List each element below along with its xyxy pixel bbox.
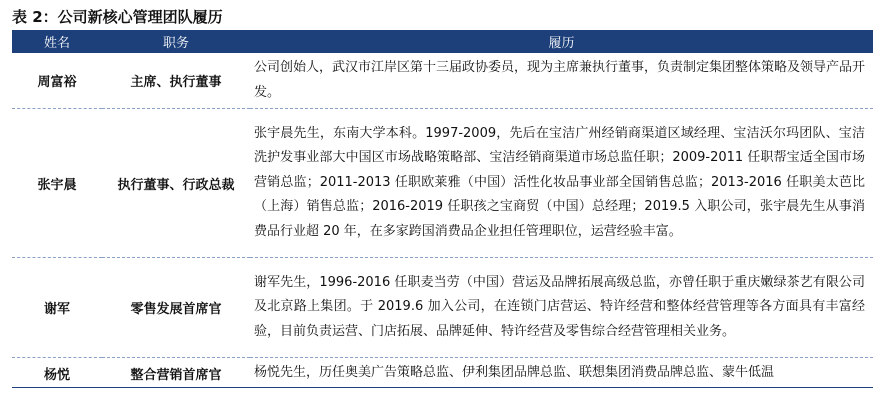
header-resume: 履历 (250, 30, 873, 53)
header-position: 职务 (102, 30, 250, 53)
person-position: 执行董事、行政总裁 (102, 109, 250, 258)
header-name: 姓名 (12, 30, 102, 53)
person-name: 周富裕 (12, 53, 102, 109)
table-row (12, 358, 873, 389)
person-position: 主席、执行董事 (102, 53, 250, 109)
table-row (12, 53, 873, 109)
table-row (12, 258, 873, 358)
person-position: 整合营销首席官 (102, 358, 250, 389)
table-row (12, 109, 873, 258)
table-bottom-border (12, 387, 873, 388)
person-name: 谢军 (12, 258, 102, 358)
table-title: 表 2：公司新核心管理团队履历 (12, 8, 223, 26)
management-table (12, 30, 873, 389)
person-resume: 公司创始人，武汉市江岸区第十三届政协委员，现为主席兼执行董事，负责制定集团整体策略及领导产品开发。 (250, 53, 873, 109)
person-resume: 张宇晨先生，东南大学本科。1997-2009，先后在宝洁广州经销商渠道区域经理、宝洁沃尔玛团队、宝洁洗护发事业部大中国区市场战略策略部、宝洁经销商渠道市场总监任职；2009-2011 任职帮宝适全国市场营销总监；2011-2013 任职欧莱雅（中国）活性化妆品事业部全国销售总监；2013-2016 任职美太芭比（上海）销售总监；2016-2019 任职孩之宝商贸（中国）总经理；2019.5 入职公司，张宇晨先生从事消费品行业超 20 年，在多家跨国消费品企业担任管理职位，运营经验丰富。 (250, 109, 873, 258)
person-name: 杨悦 (12, 358, 102, 389)
table-header-row (12, 30, 873, 53)
person-resume: 谢军先生，1996-2016 任职麦当劳（中国）营运及品牌拓展高级总监，亦曾任职于重庆嫩绿茶艺有限公司及北京路上集团。于 2019.6 加入公司，在连锁门店营运、特许经营和整体经营管理等各方面具有丰富经验，目前负责运营、门店拓展、品牌延伸、特许经营及零售综合经营管理相关业务。 (250, 258, 873, 358)
person-name: 张宇晨 (12, 109, 102, 258)
person-position: 零售发展首席官 (102, 258, 250, 358)
person-resume: 杨悦先生，历任奥美广告策略总监、伊利集团品牌总监、联想集团消费品牌总监、蒙牛低温 (250, 358, 873, 389)
